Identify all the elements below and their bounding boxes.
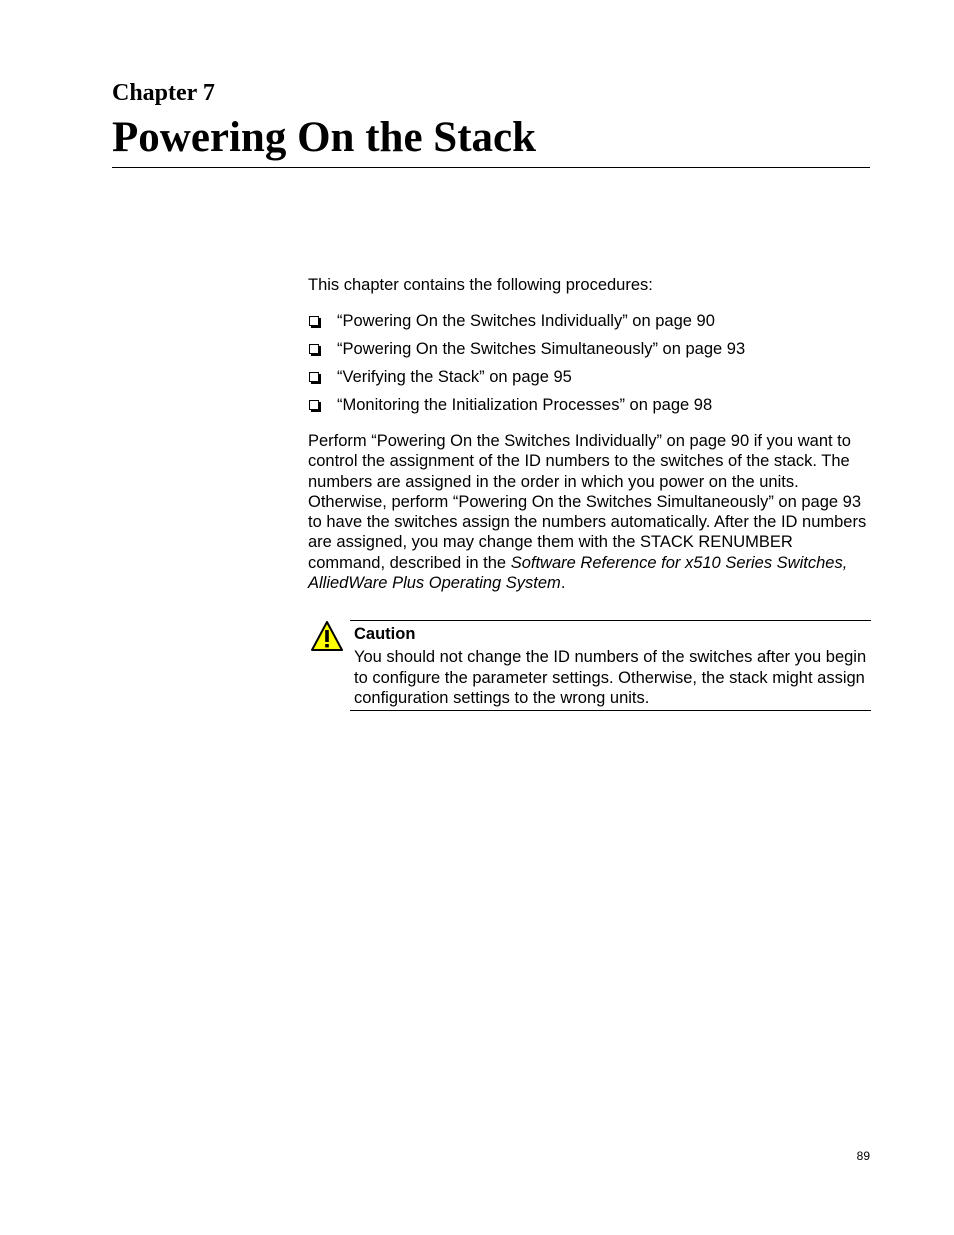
checkbox-bullet-icon bbox=[309, 344, 319, 354]
checkbox-bullet-icon bbox=[309, 400, 319, 410]
page-number: 89 bbox=[856, 1149, 870, 1163]
title-divider bbox=[112, 167, 870, 168]
chapter-label: Chapter 7 bbox=[112, 80, 215, 106]
procedure-link[interactable]: “Powering On the Switches Simultaneously” on page 93 bbox=[337, 340, 746, 358]
procedure-link[interactable]: “Verifying the Stack” on page 95 bbox=[337, 368, 572, 386]
caution-box bbox=[350, 620, 871, 711]
list-item bbox=[308, 366, 872, 394]
list-item bbox=[308, 394, 872, 422]
paragraph-text: Perform “Powering On the Switches Individually” on page 90 if you want to control the assignment of the ID numbers to the switches of the stack. The numbers are assigned in the order in which you power on the units. Otherwise, perform “Powering On the Switches Simultaneously” on page 93 to have the switches assign the numbers automatically. After the ID numbers are assigned, you may change them with the STACK RENUMBER command, described in the bbox=[308, 432, 867, 572]
reference-title: Software Reference for x510 Series Switches, AlliedWare Plus Operating System bbox=[308, 553, 848, 593]
body-paragraph bbox=[308, 431, 872, 593]
list-item bbox=[308, 310, 872, 338]
checkbox-bullet-icon bbox=[309, 372, 319, 382]
list-item bbox=[308, 338, 872, 366]
page-title: Powering On the Stack bbox=[112, 114, 537, 161]
chapter-content bbox=[308, 274, 872, 593]
intro-text: This chapter contains the following procedures: bbox=[308, 276, 653, 294]
procedure-link[interactable]: “Monitoring the Initialization Processes” on page 98 bbox=[337, 396, 713, 414]
procedure-list bbox=[308, 310, 872, 422]
caution-text: You should not change the ID numbers of the switches after you begin to configure the parameter settings. Otherwise, the stack might assign configuration settings to the wrong units. bbox=[354, 648, 867, 707]
procedure-link[interactable]: “Powering On the Switches Individually” on page 90 bbox=[337, 312, 715, 330]
warning-triangle-icon bbox=[310, 620, 344, 652]
checkbox-bullet-icon bbox=[309, 316, 319, 326]
caution-heading: Caution bbox=[354, 625, 416, 643]
paragraph-end: . bbox=[560, 574, 566, 593]
caution-notice bbox=[308, 620, 872, 712]
